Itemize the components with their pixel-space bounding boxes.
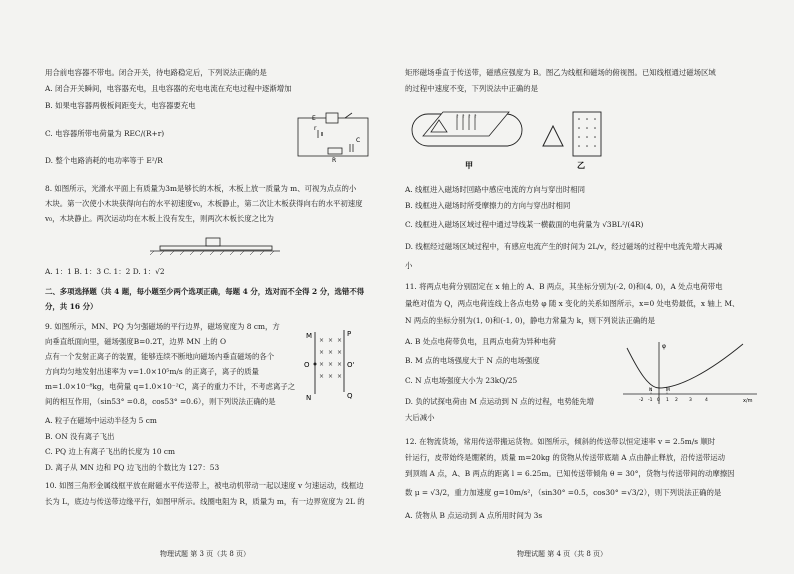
- conveyor-figure-yi: [537, 104, 607, 174]
- text-line: 长为 L，底边与传送带边缘平行，如图甲所示。线圈电阻为 R，质量为 m，有一边界宽度为 2L 的: [45, 497, 365, 506]
- tick-label: -2: [639, 398, 644, 403]
- svg-text:×: ×: [337, 361, 343, 368]
- text-line: 小: [405, 261, 413, 270]
- text-line: A. 货物从 B 点运动到 A 点所用时间为 3s: [405, 511, 543, 520]
- text-line: 矩形磁场垂直于传送带，磁感应强度为 B。图乙为线框和磁场的俯视图。已知线框通过磁场区域: [405, 68, 716, 77]
- text-line: N 两点的坐标分别为(1, 0)和(-1, 0)，静电力常量为 k，则下列说法正确的是: [405, 316, 656, 325]
- text-line: m=1.0×10⁻⁸kg，电荷量 q=1.0×10⁻²C，离子的重力不计，不考虑离子之: [45, 382, 296, 391]
- text-line: 8. 如图所示，光滑水平面上有质量为3m是够长的木板，木板上放一质量为 m、可视为点点的小: [45, 184, 357, 193]
- text-line: D. 负的试探电荷由 M 点运动到 N 点的过程，电势能先增: [405, 397, 594, 406]
- svg-text:×: ×: [337, 337, 343, 344]
- text-line: 用合前电容器不带电。闭合开关，待电路稳定后，下列说法正确的是: [45, 68, 267, 77]
- tick-label: 4: [705, 398, 708, 403]
- label-r: r: [314, 125, 317, 132]
- svg-text:↑: ↑: [455, 114, 460, 120]
- text-line: B. M 点的电场强度大于 N 点的电场强度: [405, 356, 540, 365]
- text-line: A. 粒子在磁场中运动半径为 5 cm: [45, 416, 157, 425]
- label-P: P: [347, 330, 352, 338]
- magnetic-field-figure: [300, 322, 360, 404]
- text-line: 11. 将两点电荷分别固定在 x 轴上的 A、B 两点，其坐标分别为(-2, 0)和(4, 0)，A 处点电荷带电: [405, 282, 723, 291]
- text-line: C. PQ 边上有离子飞出的长度为 10 cm: [45, 447, 176, 456]
- figure-label-jia: 甲: [465, 161, 473, 170]
- label-M: M: [306, 332, 313, 340]
- text-line: 9. 如图所示，MN、PQ 为匀强磁场的平行边界，磁场宽度为 8 cm，方: [45, 322, 280, 331]
- tick-label: M: [666, 388, 670, 393]
- svg-text:×: ×: [328, 361, 334, 368]
- page-footer: 物理试题 第 3 页（共 8 页）: [160, 550, 251, 558]
- text-line: 间的相互作用，（sin53° =0.8，cos53° =0.6），则下列说法正确的是: [45, 397, 276, 406]
- label-e: E: [312, 115, 316, 122]
- section-heading: 二、多项选择题（共 4 题，每小题至少两个选项正确，每题 4 分，选对而不全得 2 分，选错不得: [45, 287, 365, 296]
- text-line: 方向均匀地发射出速率为 v=1.0×10⁵m/s 的正离子，离子的质量: [45, 367, 259, 376]
- text-line: 数 μ = √3/2，重力加速度 g=10m/s²，（sin30° =0.5，cos30° =√3/2），则下列说法正确的是: [405, 488, 722, 497]
- potential-graph: [619, 338, 761, 408]
- svg-text:↑: ↑: [461, 114, 466, 120]
- text-line: B. 如果电容器两极板间距变大，电容器要充电: [45, 101, 196, 110]
- label-C: C: [356, 137, 361, 144]
- svg-text:×: ×: [337, 373, 343, 380]
- text-line: 的过程中速度不变，下列说法中正确的是: [405, 84, 539, 93]
- text-line: 点有一个发射正离子的装置，能够连续不断地向磁场内垂直磁场的各个: [45, 352, 275, 361]
- text-line: A. 闭合开关瞬间，电容器充电，且电容器的充电电流在充电过程中逐渐增加: [45, 84, 292, 93]
- text-line: 大后减小: [405, 413, 435, 422]
- label-N: N: [306, 394, 312, 402]
- text-line: 到顶端 A 点，A、B 两点的距离 l = 6.25m。已知传送带倾角 θ = 30°，货物与传送带间的动摩擦因: [405, 469, 735, 478]
- tick-label: 2: [675, 398, 678, 403]
- text-line: C. 电容器所带电荷量为 REC/(R+r): [45, 129, 165, 138]
- svg-text:↑: ↑: [473, 114, 478, 120]
- label-O-prime: O': [347, 361, 355, 369]
- axis-label-x: x/m: [743, 398, 753, 404]
- circuit-figure: [290, 110, 375, 165]
- text-line: 10. 如图三角形金属线框平放在耐磁水平传送带上，被电动机带动一起以速度 v 匀速运动，线框边: [45, 481, 364, 490]
- text-line: 量绝对值为 Q，两点电荷连线上各点电势 φ 随 x 变化的关系如图所示，x=0 处电势最低，x 轴上 M、: [405, 299, 740, 308]
- text-line: A. 1：1 B. 1：3 C. 1：2 D. 1：√2: [45, 267, 165, 276]
- svg-text:×: ×: [319, 337, 325, 344]
- svg-text:×: ×: [337, 349, 343, 356]
- text-line: D. 整个电路消耗的电功率等于 E²/R: [45, 156, 163, 165]
- label-Q: Q: [347, 392, 353, 400]
- text-line: A. B 处点电荷带负电，且两点电荷为异种电荷: [405, 337, 556, 346]
- text-line: B. 线框进入磁场时所受摩擦力的方向与穿出时相同: [405, 201, 571, 210]
- plank-figure: [150, 236, 280, 258]
- text-line: D. 离子从 MN 边和 PQ 边飞出的个数比为 127：53: [45, 463, 220, 472]
- figure-label-yi: 乙: [577, 161, 585, 170]
- text-line: v₀，木块静止。两次运动均在木板上没有发生，则两次木板长度之比为: [45, 214, 274, 223]
- svg-text:×: ×: [328, 373, 334, 380]
- svg-text:×: ×: [328, 337, 334, 344]
- label-R: R: [332, 157, 337, 164]
- tick-label: 0: [657, 398, 660, 403]
- conveyor-figure-jia: [409, 100, 529, 175]
- text-line: D. 线框经过磁场区域过程中，有感应电流产生的时间为 2L/v，经过磁场的过程中电流先增大再减: [405, 242, 723, 251]
- section-heading: 分，共 16 分）: [45, 302, 98, 311]
- svg-text:×: ×: [319, 349, 325, 356]
- text-line: 12. 在物流货场，常用传送带搬运货物。如图所示，倾斜的传送带以恒定速率 v = 2.5m/s 顺时: [405, 437, 716, 446]
- text-line: A. 线框进入磁场时回路中感应电流的方向与穿出时相同: [405, 185, 586, 194]
- svg-text:↑: ↑: [467, 114, 472, 120]
- svg-text:×: ×: [328, 349, 334, 356]
- text-line: 向垂直纸面向里，磁场强度B=0.2T，边界 MN 上的 O: [45, 337, 227, 346]
- tick-label: N: [649, 388, 653, 393]
- page-footer: 物理试题 第 4 页（共 8 页）: [517, 550, 608, 558]
- tick-label: -1: [648, 398, 653, 403]
- text-line: C. N 点电场强度大小为 23kQ/25: [405, 376, 518, 385]
- tick-label: 3: [689, 398, 692, 403]
- text-line: 木块。第一次使小木块获得向右的水平初速度v₀，木板静止，第二次让木板获得向右的水平初速度: [45, 199, 363, 208]
- label-O: O: [304, 361, 310, 369]
- text-line: 针运行，皮带始终是绷紧的，质量 m=20kg 的货物从传送带底端 A 点由静止释放，沿传送带运动: [405, 453, 726, 462]
- svg-text:×: ×: [319, 361, 325, 368]
- axis-label-phi: φ: [662, 343, 666, 350]
- text-line: B. ON 没有离子飞出: [45, 432, 115, 441]
- right-page: [397, 0, 794, 574]
- svg-text:×: ×: [319, 373, 325, 380]
- tick-label: 1: [666, 398, 669, 403]
- text-line: C. 线框进入磁场区域过程中通过导线某一横截面的电荷量为 √3BL²/(4R): [405, 220, 644, 229]
